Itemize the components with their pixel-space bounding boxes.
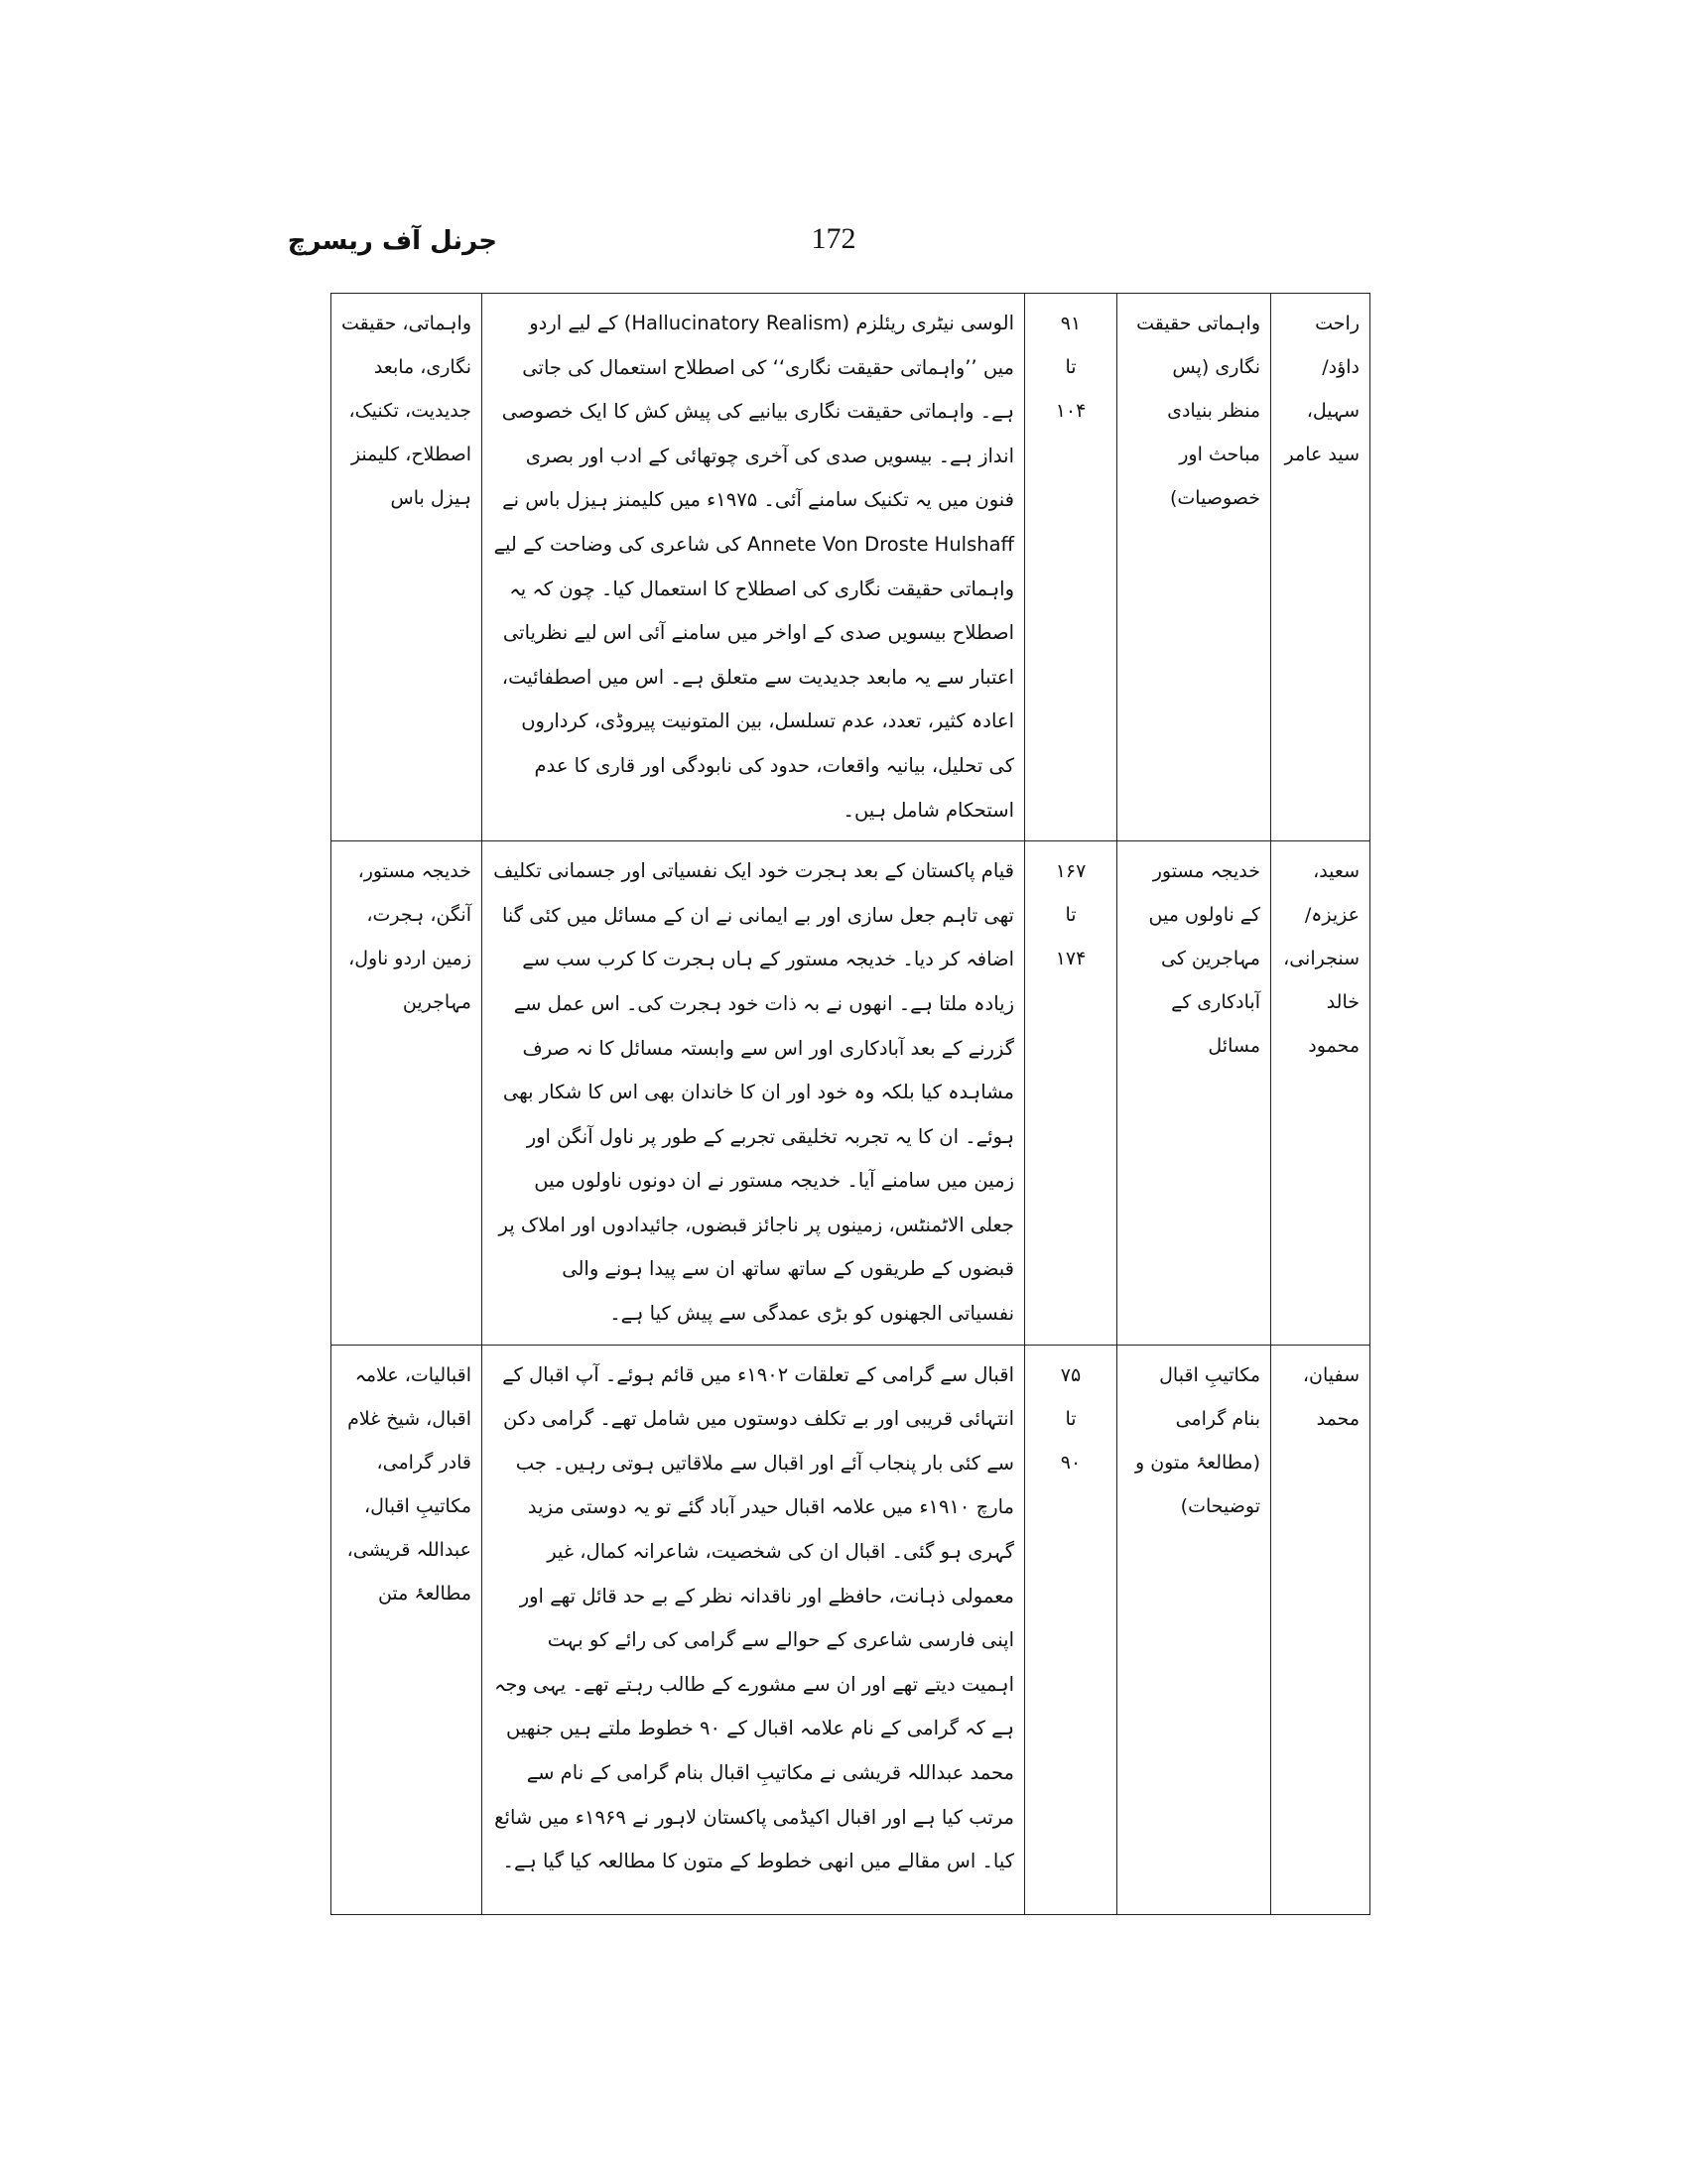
article-title-cell: مکاتیبِ اقبال بنام گرامی (مطالعۂ متون و توضیحات)	[1117, 1345, 1271, 1914]
journal-title: جرنل آف ریسرچ	[287, 226, 497, 256]
page-header	[0, 222, 1688, 266]
page-range-separator: تا	[1065, 356, 1077, 378]
page-end: ۹۰	[1060, 1451, 1082, 1474]
keywords-cell: واہماتی، حقیقت نگاری، مابعد جدیدیت، تکنیک، اصطلاح، کلیمنز ہیزل باس	[331, 294, 482, 841]
page-range-cell	[1025, 294, 1117, 841]
table-row	[331, 841, 1370, 1346]
keywords-cell: اقبالیات، علامہ اقبال، شیخ غلام قادر گرامی، مکاتیبِ اقبال، عبداللہ قریشی، مطالعۂ متن	[331, 1345, 482, 1914]
page-range-separator: تا	[1065, 1407, 1077, 1430]
page-number: 172	[811, 222, 856, 255]
abstracts-table	[330, 293, 1370, 1915]
abstract-cell: اقبال سے گرامی کے تعلقات ۱۹۰۲ء میں قائم ہوئے۔ آپ اقبال کے انتہائی قریبی اور بے تکلف دوستوں میں شامل تھے۔ گرامی دکن سے کئی بار پنجاب آئے اور اقبال سے ملاقاتیں ہوتی رہیں۔ جب مارچ ۱۹۱۰ء میں علامہ اقبال حیدر آباد گئے تو یہ دوستی مزید گہری ہو گئی۔ اقبال ان کی شخصیت، شاعرانہ کمال، غیر معمولی ذہانت، حافظے اور ناقدانہ نظر کے بے حد قائل تھے اور اپنی فارسی شاعری کے حوالے سے گرامی کی رائے کو بہت اہمیت دیتے تھے اور ان سے مشورے کے طالب رہتے تھے۔ یہی وجہ ہے کہ گرامی کے نام علامہ اقبال کے ۹۰ خطوط ملتے ہیں جنھیں محمد عبداللہ قریشی نے مکاتیبِ اقبال بنام گرامی کے نام سے مرتب کیا ہے اور اقبال اکیڈمی پاکستان لاہور نے ۱۹۶۹ء میں شائع کیا۔ اس مقالے میں انھی خطوط کے متون کا مطالعہ کیا گیا ہے۔	[482, 1345, 1025, 1914]
page-range-cell	[1025, 841, 1117, 1346]
abstract-cell: قیام پاکستان کے بعد ہجرت خود ایک نفسیاتی اور جسمانی تکلیف تھی تاہم جعل سازی اور بے ایمانی نے ان کے مسائل میں کئی گنا اضافہ کر دیا۔ خدیجہ مستور کے ہاں ہجرت کا کرب سب سے زیادہ ملتا ہے۔ انھوں نے بہ ذات خود ہجرت کی۔ اس عمل سے گزرنے کے بعد آبادکاری اور اس سے وابستہ مسائل کا نہ صرف مشاہدہ کیا بلکہ وہ خود اور ان کا خاندان بھی اس کا شکار بھی ہوئے۔ ان کا یہ تجربہ تخلیقی تجربے کے طور پر ناول آنگن اور زمین میں سامنے آیا۔ خدیجہ مستور نے ان دونوں ناولوں میں جعلی الاٹمنٹس، زمینوں پر ناجائز قبضوں، جائیدادوں اور املاک پر قبضوں کے طریقوں کے ساتھ ساتھ ان سے پیدا ہونے والی نفسیاتی الجھنوں کو بڑی عمدگی سے پیش کیا ہے۔	[482, 841, 1025, 1346]
page-end: ۱۷۴	[1055, 948, 1087, 970]
page-end: ۱۰۴	[1055, 400, 1087, 422]
page-start: ۹۱	[1060, 313, 1082, 334]
page-range-cell	[1025, 1345, 1117, 1914]
article-title-cell: واہماتی حقیقت نگاری (پس منظر بنیادی مباحث اور خصوصیات)	[1117, 294, 1271, 841]
author-cell: سفیان، محمد	[1271, 1345, 1370, 1914]
author-cell: سعید، عزیزہ/ سنجرانی، خالد محمود	[1271, 841, 1370, 1346]
page-start: ۱۶۷	[1055, 860, 1087, 883]
author-cell: راحت داؤد/ سہیل، سید عامر	[1271, 294, 1370, 841]
table-row	[331, 294, 1370, 841]
table-row	[331, 1345, 1370, 1914]
article-title-cell: خدیجہ مستور کے ناولوں میں مہاجرین کی آبادکاری کے مسائل	[1117, 841, 1271, 1346]
page-start: ۷۵	[1060, 1363, 1082, 1386]
page-range-separator: تا	[1065, 904, 1077, 927]
abstract-cell: الوسی نیٹری ریئلزم (Hallucinatory Realism) کے لیے اردو میں ’’واہماتی حقیقت نگاری‘‘ کی اصطلاح استعمال کی جاتی ہے۔ واہماتی حقیقت نگاری بیانیے کی پیش کش کا ایک خصوصی انداز ہے۔ بیسویں صدی کی آخری چوتھائی کے ادب اور بصری فنون میں یہ تکنیک سامنے آئی۔ ۱۹۷۵ء میں کلیمنز ہیزل باس نے Annete Von Droste Hulshaff کی شاعری کی وضاحت کے لیے واہماتی حقیقت نگاری کی اصطلاح کا استعمال کیا۔ چون کہ یہ اصطلاح بیسویں صدی کے اواخر میں سامنے آئی اس لیے نظریاتی اعتبار سے یہ مابعد جدیدیت سے متعلق ہے۔ اس میں اصطفائیت، اعادہ کثیر، تعدد، عدم تسلسل، بین المتونیت پیروڈی، کرداروں کی تحلیل، بیانیہ واقعات، حدود کی نابودگی اور قاری کا عدم استحکام شامل ہیں۔	[482, 294, 1025, 841]
keywords-cell: خدیجہ مستور، آنگن، ہجرت، زمین اردو ناول، مہاجرین	[331, 841, 482, 1346]
